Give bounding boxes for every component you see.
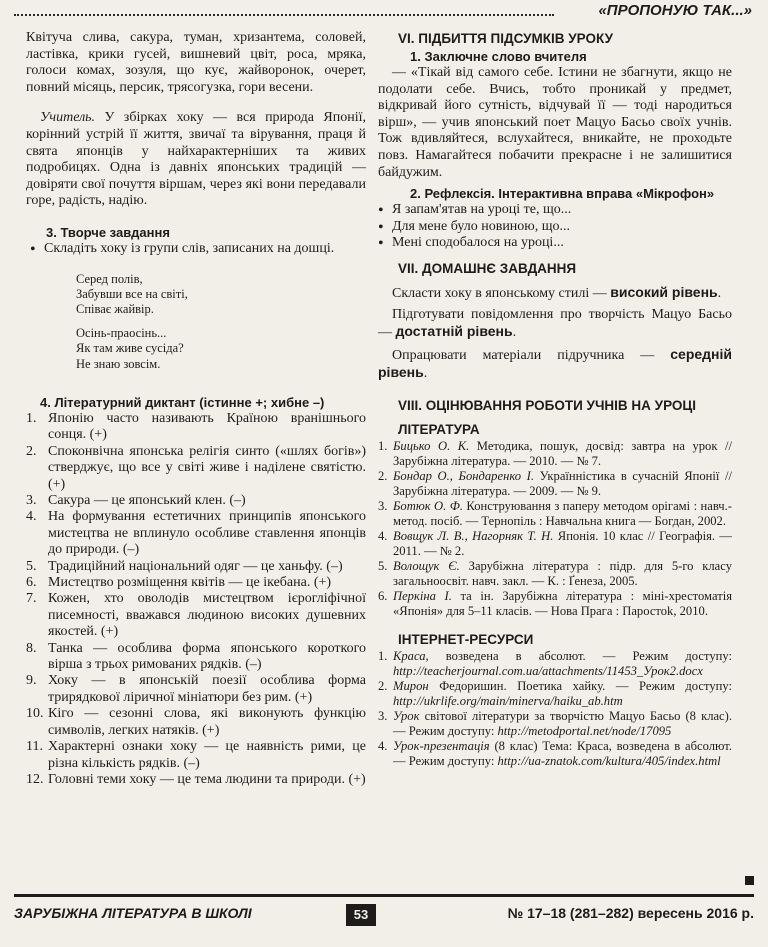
haiku-line: Забувши все на світі, bbox=[76, 286, 188, 301]
resource-link[interactable]: http://metodportal.net/node/17095 bbox=[497, 723, 672, 738]
homework-item: Опрацювати матеріали підручника — середній рівень. bbox=[378, 345, 732, 382]
literature-heading: ЛІТЕРАТУРА bbox=[398, 421, 480, 437]
teacher-text: У збірках хоку — вся природа Японії, корінний устрій її життя, звичаї та вірування, праця й свята японців у найхарактерніших та живих подробицях. Одна із давніх японських традицій — довіряти свої почуття віршам, через які вони передавали горе, радість, надію. bbox=[26, 110, 366, 209]
intro-paragraph: Квітуча слива, сакура, туман, хризантема, соловей, ластівка, крики гусей, вишневий цвіт, роса, мряка, голоси комах, зозуля, що кує, жайворонок, очерет, повний місяць, персик, трясогузка, гори весени. bbox=[26, 30, 366, 95]
haiku-1 bbox=[26, 272, 366, 318]
literature-item: 4. Вовщук Л. В., Нагорняк Т. Н. Японія. 10 клас // Географія. — 2011. — № 2. bbox=[378, 528, 732, 558]
section7-heading: VII. ДОМАШНЄ ЗАВДАННЯ bbox=[398, 260, 577, 276]
dictation-item: 8. Танка — особлива форма японського короткого вірша з трьох римованих рядків. (–) bbox=[26, 640, 366, 673]
haiku-line: Не знаю зовсім. bbox=[76, 356, 161, 371]
bullet-icon: • bbox=[30, 240, 36, 258]
dictation-list bbox=[26, 411, 366, 788]
section8-heading: VIII. ОЦІНЮВАННЯ РОБОТИ УЧНІВ НА УРОЦІ bbox=[398, 397, 697, 413]
haiku-2 bbox=[26, 326, 366, 372]
left-column bbox=[26, 30, 366, 788]
task3-text: Складіть хоку із групи слів, записаних на дошці. bbox=[44, 240, 335, 256]
literature-item: 1. Бицько О. К. Методика, пошук, досвід: завтра на урок // Зарубіжна література. — 2010. — № 7. bbox=[378, 438, 732, 468]
dictation-item: 10. Кіго — сезонні слова, які виконують функцію символів, легких натяків. (+) bbox=[26, 706, 366, 738]
bullet-icon: • bbox=[378, 218, 384, 236]
dictation-item: 12. Головні теми хоку — це тема людини та природи. (+) bbox=[26, 771, 366, 787]
closing-word-heading: 1. Заключне слово вчителя bbox=[410, 49, 587, 64]
teacher-quote: — «Тікай від самого себе. Істини не збагнути, якщо не подолати себе. Вчись, тобто проникай у предмет, відкривай його сутність, відчувай її — тоді народиться вірш», — учив японський поет Мацуо Басьо своїх учнів. Тож вдивляйтеся, вслухайтеся, вникайте, не проходьте повз. Намагайтеся побачити прекрасне і не залишитися байдужим. bbox=[378, 65, 732, 180]
reflection-heading: 2. Рефлексія. Інтерактивна вправа «Мікрофон» bbox=[410, 186, 715, 202]
right-column bbox=[378, 30, 732, 769]
journal-title: ЗАРУБІЖНА ЛІТЕРАТУРА В ШКОЛІ bbox=[14, 905, 252, 921]
issue-info: № 17–18 (281–282) вересень 2016 р. bbox=[507, 905, 754, 921]
literature-item: 2. Бондар О., Бондаренко І. Українністика в сучасній Японії // Зарубіжна література. — 2009. — № 9. bbox=[378, 468, 732, 498]
literature-item: 5. Волощук Є. Зарубіжна література : підр. для 5-го класу загальноосвіт. навч. закл. — К. : Ґенеза, 2005. bbox=[378, 558, 732, 588]
haiku-line: Серед полів, bbox=[76, 271, 143, 286]
haiku-line: Як там живе сусіда? bbox=[76, 341, 184, 356]
reflection-item: • Для мене було новиною, що... bbox=[378, 218, 571, 236]
web-resource-item: 2. Мирон Федоришин. Поетика хайку. — Режим доступу: http://ukrlife.org/main/minerva/haiku_ab.htm bbox=[378, 678, 732, 708]
footer-rule bbox=[14, 894, 754, 897]
web-resources-list bbox=[378, 649, 732, 769]
dictation-item: 3. Сакура — це японський клен. (–) bbox=[26, 493, 246, 508]
dictation-item: 6. Мистецтво розміщення квітів — це ікебана. (+) bbox=[26, 575, 332, 591]
web-resource-item: 3. Урок світової літератури за творчістю Мацуо Басьо (8 клас). — Режим доступу: http://metodportal.net/node/17095 bbox=[378, 708, 732, 738]
dictation-item: 2. Споконвічна японська релігія синто («шлях богів») стверджує, що все у світі живе і наділене святістю. (+) bbox=[26, 443, 366, 492]
dictation-item: 11. Характерні ознаки хоку — це наявність рими, це різна кількість рядків. (–) bbox=[26, 739, 366, 771]
literature-item: 6. Перкіна І. та ін. Зарубіжна література : міні-хрестоматія «Японія» для 5–11 класів. — Нова Прага : Паростоk, 2010. bbox=[378, 588, 732, 618]
task4-heading: 4. Літературний диктант (істинне +; хибне –) bbox=[40, 394, 325, 410]
dictation-item: 7. Кожен, хто оволодів мистецтвом ієрогліфічної писемності, вважався людиною високих душевних якостей. (+) bbox=[26, 591, 366, 640]
teacher-label: Учитель. bbox=[40, 110, 96, 126]
bullet-icon: • bbox=[378, 202, 384, 220]
literature-list bbox=[378, 439, 732, 619]
bullet-icon: • bbox=[378, 235, 384, 253]
reflection-item: • Мені сподобалося на уроці... bbox=[378, 235, 564, 253]
homework-item: Скласти хоку в японському стилі — високий рівень. bbox=[392, 283, 722, 301]
resource-link[interactable]: http://ukrlife.org/main/minerva/haiku_ab.htm bbox=[393, 693, 623, 708]
top-dotted-rule bbox=[14, 14, 554, 16]
section6-heading: VI. ПІДБИТТЯ ПІДСУМКІВ УРОКУ bbox=[398, 31, 613, 46]
homework-item: Підготувати повідомлення про творчість Мацуо Басьо — достатній рівень. bbox=[378, 306, 732, 341]
web-resource-item: 4. Урок-презентація (8 клас) Тема: Краса, возведена в абсолют. — Режим доступу: http://ua-znatok.com/kultura/405/index.html bbox=[378, 738, 732, 768]
haiku-line: Співає жайвір. bbox=[76, 302, 154, 317]
running-head: «ПРОПОНУЮ ТАК...» bbox=[598, 2, 752, 19]
web-resources-heading: ІНТЕРНЕТ-РЕСУРСИ bbox=[398, 631, 534, 647]
haiku-line: Осінь-праосінь... bbox=[76, 325, 167, 340]
task3-heading: 3. Творче завдання bbox=[46, 224, 170, 240]
dictation-item: 5. Традиційний національний одяг — це ханьфу. (–) bbox=[26, 558, 343, 574]
dictation-item: 4. На формування естетичних принципів японського мистецтва не вплинуло особливе ставлення японців до природи. (–) bbox=[26, 509, 366, 558]
page-number: 53 bbox=[346, 904, 376, 926]
resource-link[interactable]: http://ua-znatok.com/kultura/405/index.html bbox=[497, 753, 721, 768]
resource-link[interactable]: http://teacherjournal.com.ua/attachments/11453_Урок2.docx bbox=[393, 663, 703, 678]
literature-item: 3. Ботюк О. Ф. Конструювання з паперу методом орігамі : навч.-метод. посіб. — Тернопіль : Навчальна книга — Богдан, 2002. bbox=[378, 498, 732, 528]
end-of-article-square bbox=[745, 876, 754, 885]
teacher-paragraph bbox=[26, 110, 366, 210]
task3-item bbox=[30, 241, 366, 258]
web-resource-item: 1. Краса, возведена в абсолют. — Режим доступу: http://teacherjournal.com.ua/attachments/11453_Урок2.docx bbox=[378, 648, 732, 678]
dictation-item: 9. Хоку — в японській поезії особлива форма трирядкової ліричної мініатюри без рим. (+) bbox=[26, 673, 366, 705]
dictation-item: 1. Японію часто називають Країною вранішнього сонця. (+) bbox=[26, 410, 366, 443]
reflection-item: • Я запам'ятав на уроці те, що... bbox=[378, 202, 572, 220]
